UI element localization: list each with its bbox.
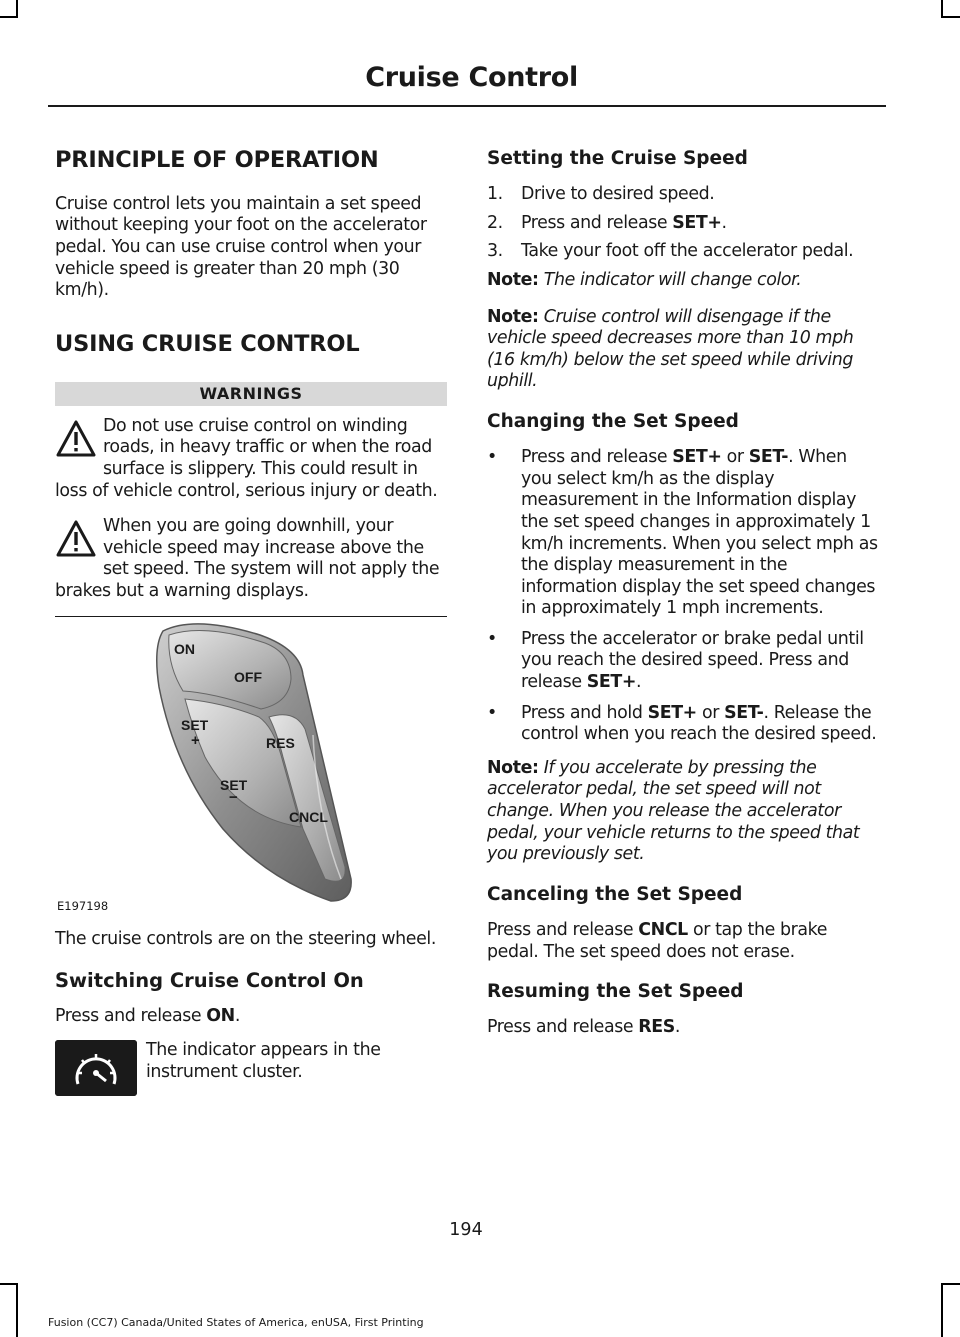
- text-span: Press the accelerator or brake pedal until you reach the desired speed. Press and release: [521, 628, 864, 693]
- steering-controls-figure: [55, 617, 447, 915]
- cruise-buttons-illustration: [55, 617, 447, 915]
- key-set-plus: SET+: [672, 212, 722, 233]
- warning-text: When you are going downhill, your vehicle speed may increase above the set speed. The system will not apply the brakes but a warning displays.: [55, 516, 440, 601]
- resuming-text: [487, 1017, 879, 1039]
- page-number: 194: [449, 1220, 483, 1240]
- bullet: •: [487, 447, 497, 468]
- note-accelerate: [487, 758, 879, 866]
- switching-instruction: [55, 1006, 447, 1028]
- list-item: [487, 184, 879, 206]
- step-text: Drive to desired speed.: [521, 184, 715, 205]
- btn-setplus-symbol: +: [191, 732, 200, 750]
- note-text: If you accelerate by pressing the accelerator pedal, the set speed will not change. When you release the accelerator pedal, your vehicle returns to the speed that you previously set.: [487, 757, 860, 865]
- step-text: .: [721, 212, 727, 233]
- text-span: .: [674, 1017, 681, 1038]
- text-span: . Release the control when you reach the desired speed.: [521, 702, 877, 745]
- list-item: [487, 447, 879, 620]
- note-label: Note:: [487, 269, 539, 290]
- footer-text: Fusion (CC7) Canada/United States of America, enUSA, First Printing: [48, 1316, 424, 1329]
- note-text: The indicator will change color.: [543, 269, 802, 290]
- text-span: .: [234, 1006, 240, 1027]
- crop-mark: [0, 16, 18, 18]
- principle-body: Cruise control lets you maintain a set speed without keeping your foot on the accelerator pedal. You can use cruise control when your vehicle speed is greater than 20 mph (30 km/h).: [55, 193, 427, 301]
- text-span: or: [696, 702, 725, 723]
- crop-mark: [16, 1283, 18, 1337]
- step-text: Take your foot off the accelerator pedal.: [521, 241, 854, 262]
- indicator-text: The indicator appears in the instrument cluster.: [146, 1040, 381, 1082]
- text-span: . When you select km/h as the display measurement in the Information display the set speed changes in approximately 1 km/h increments. When you select mph as the display measurement in the information display the set speed changes in approximately 1 mph increments.: [521, 447, 878, 619]
- canceling-heading: Canceling the Set Speed: [487, 883, 743, 905]
- bullet: •: [487, 702, 497, 723]
- btn-setminus-label: SET: [220, 777, 248, 794]
- warning-triangle-icon: [55, 419, 97, 459]
- warning-triangle-icon: [55, 519, 97, 559]
- left-column: [55, 148, 447, 1100]
- bullet: •: [487, 628, 497, 649]
- indicator-row: [55, 1040, 447, 1100]
- btn-res-label: RES: [266, 735, 295, 752]
- note-label: Note:: [487, 306, 539, 327]
- header-divider: [48, 105, 886, 107]
- btn-off-label: OFF: [234, 669, 262, 686]
- note-text: Cruise control will disengage if the vehicle speed decreases more than 10 mph (16 km/h) below the set speed while driving uphill.: [487, 306, 854, 392]
- text-span: Press and release: [521, 447, 673, 468]
- key-cncl: CNCL: [638, 920, 688, 940]
- note-indicator: [487, 270, 879, 292]
- key-set-plus: SET+: [647, 702, 697, 723]
- key-set-plus: SET+: [586, 672, 636, 693]
- text-span: Press and release: [487, 1017, 639, 1038]
- btn-setminus-symbol: −: [229, 789, 238, 807]
- right-column: [487, 148, 879, 1054]
- text-span: or tap the brake pedal. The set speed does not erase.: [487, 920, 828, 962]
- key-set-minus: SET-: [724, 702, 764, 723]
- using-heading: USING CRUISE CONTROL: [55, 330, 360, 357]
- crop-mark: [941, 1283, 943, 1337]
- setting-steps: [487, 184, 879, 263]
- canceling-text: [487, 920, 879, 963]
- list-item: [487, 213, 879, 235]
- key-set-plus: SET+: [672, 447, 722, 468]
- cruise-indicator-icon: [55, 1040, 137, 1096]
- text-span: Press and release: [55, 1006, 207, 1027]
- principle-heading: PRINCIPLE OF OPERATION: [55, 147, 379, 173]
- step-text: Press and release: [521, 212, 673, 233]
- switching-heading: Switching Cruise Control On: [55, 969, 364, 993]
- setting-heading: Setting the Cruise Speed: [487, 148, 748, 169]
- page-title: Cruise Control: [365, 62, 578, 93]
- warning-item: [55, 516, 447, 602]
- btn-cncl-label: CNCL: [289, 809, 328, 826]
- crop-mark: [941, 16, 960, 18]
- key-on: ON: [206, 1006, 235, 1027]
- step-number: 1.: [487, 184, 503, 205]
- list-item: [487, 629, 879, 694]
- note-label: Note:: [487, 757, 539, 778]
- text-span: .: [636, 672, 642, 693]
- figure-id: E197198: [57, 899, 109, 914]
- btn-setplus-label: SET: [181, 717, 209, 734]
- warning-item: [55, 416, 447, 502]
- warning-text: Do not use cruise control on winding roads, in heavy traffic or when the road surface is slippery. This could result in loss of vehicle control, serious injury or death.: [55, 415, 438, 501]
- controls-text: The cruise controls are on the steering wheel.: [55, 929, 436, 950]
- changing-bullets: [487, 447, 879, 746]
- resuming-heading: Resuming the Set Speed: [487, 981, 744, 1003]
- warnings-label: WARNINGS: [55, 382, 447, 406]
- changing-heading: Changing the Set Speed: [487, 410, 739, 432]
- text-span: Press and hold: [521, 702, 648, 723]
- step-number: 3.: [487, 241, 503, 262]
- list-item: [487, 241, 879, 263]
- text-span: Press and release: [487, 920, 639, 940]
- step-number: 2.: [487, 212, 503, 233]
- list-item: [487, 703, 879, 746]
- key-res: RES: [638, 1017, 675, 1038]
- text-span: or: [721, 447, 749, 468]
- note-disengage: [487, 307, 879, 393]
- key-set-minus: SET-: [748, 447, 789, 468]
- crop-mark: [941, 1283, 960, 1285]
- btn-on-label: ON: [174, 641, 195, 658]
